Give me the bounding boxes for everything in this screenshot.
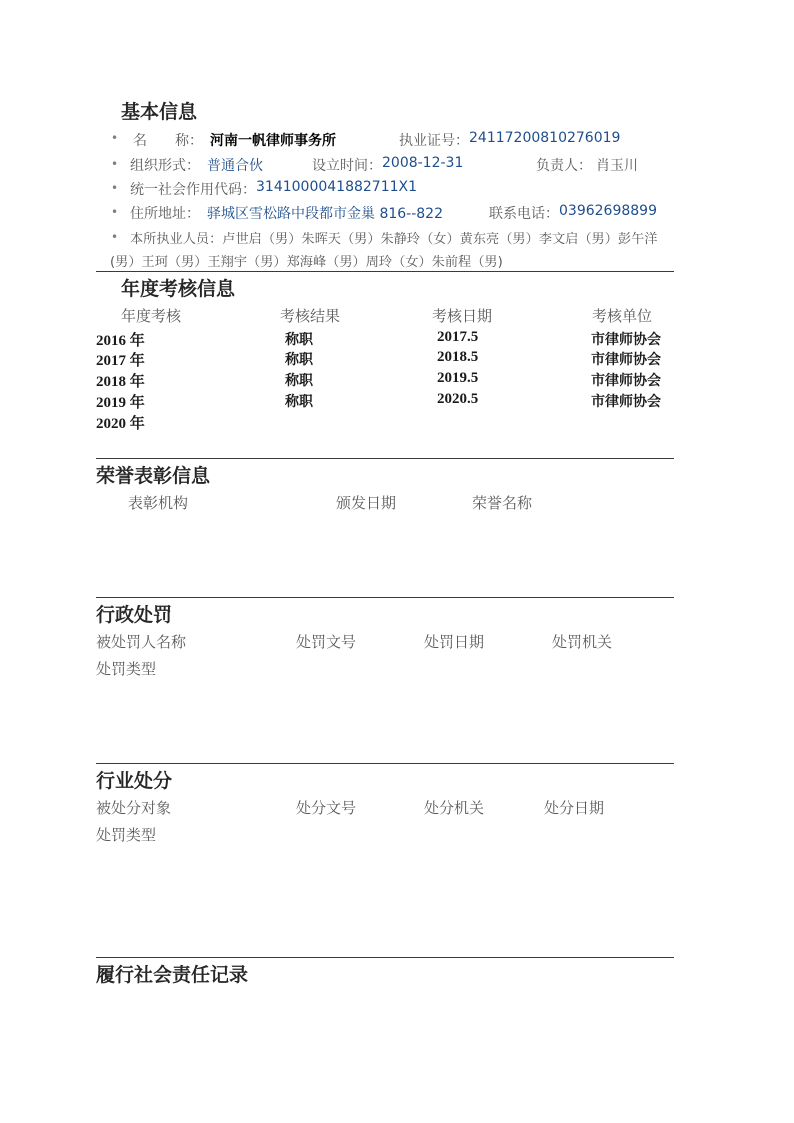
basic-info-heading: 基本信息 xyxy=(121,101,198,123)
annual-row-year: 2018 年 xyxy=(96,374,145,390)
honor-heading: 荣誉表彰信息 xyxy=(96,465,211,487)
divider xyxy=(96,597,674,598)
social-responsibility-heading: 履行社会责任记录 xyxy=(96,964,249,986)
bullet: • xyxy=(111,157,119,171)
industry-header-docno: 处分文号 xyxy=(296,799,357,817)
annual-row-date: 2020.5 xyxy=(437,391,479,407)
annual-row-result: 称职 xyxy=(285,332,313,348)
annual-header-year: 年度考核 xyxy=(121,307,182,325)
annual-row-unit: 市律师协会 xyxy=(591,352,661,368)
annual-row-unit: 市律师协会 xyxy=(591,394,661,410)
established-label: 设立时间： xyxy=(312,158,382,174)
honor-header-date: 颁发日期 xyxy=(336,494,397,512)
annual-row-result: 称职 xyxy=(285,394,313,410)
bullet: • xyxy=(111,131,119,145)
phone-label: 联系电话： xyxy=(489,206,559,222)
annual-row-result: 称职 xyxy=(285,352,313,368)
head-value: 肖玉川 xyxy=(596,158,638,174)
address-row-bullet xyxy=(111,204,118,220)
industry-penalty-heading: 行业处分 xyxy=(96,770,173,792)
admin-header-authority: 处罚机关 xyxy=(552,633,613,651)
org-row-bullet xyxy=(111,156,118,172)
annual-row-unit: 市律师协会 xyxy=(591,332,661,348)
head-label: 负责人： xyxy=(536,158,592,174)
credit-code-value: 3141000041882711X1 xyxy=(256,179,418,195)
annual-header-date: 考核日期 xyxy=(432,307,493,325)
bullet: • xyxy=(111,181,119,195)
annual-row-year: 2016 年 xyxy=(96,333,145,349)
staff-list-line2: (男）王珂（男）王翔宇（男）郑海峰（男）周玲（女）朱前程（男) xyxy=(110,255,503,270)
industry-header-date: 处分日期 xyxy=(544,799,605,817)
annual-row-unit: 市律师协会 xyxy=(591,373,661,389)
annual-review-heading: 年度考核信息 xyxy=(121,278,236,300)
divider xyxy=(96,957,674,958)
annual-row-result: 称职 xyxy=(285,373,313,389)
annual-header-unit: 考核单位 xyxy=(592,307,653,325)
firm-name-label: 名 称： xyxy=(133,133,203,149)
staff-list-line1: 本所执业人员：卢世启（男）朱晖天（男）朱静玲（女）黄东亮（男）李文启（男）彭午洋 xyxy=(130,232,658,247)
firm-name-value: 河南一帆律师事务所 xyxy=(210,133,336,149)
annual-row-date: 2017.5 xyxy=(437,329,479,345)
staff-row-bullet xyxy=(111,229,118,245)
annual-row-year: 2019 年 xyxy=(96,395,145,411)
divider xyxy=(96,763,674,764)
credit-row-bullet xyxy=(111,180,118,196)
annual-header-result: 考核结果 xyxy=(280,307,341,325)
phone-value: 03962698899 xyxy=(559,203,657,219)
license-label: 执业证号： xyxy=(399,133,469,149)
honor-header-name: 荣誉名称 xyxy=(472,494,533,512)
bullet: • xyxy=(111,230,119,244)
annual-row-date: 2019.5 xyxy=(437,370,479,386)
industry-header-authority: 处分机关 xyxy=(424,799,485,817)
admin-header-type: 处罚类型 xyxy=(96,660,157,678)
org-form-label: 组织形式： xyxy=(130,158,200,174)
bullet: • xyxy=(111,205,119,219)
annual-row-date: 2018.5 xyxy=(437,349,479,365)
established-value: 2008-12-31 xyxy=(382,155,464,171)
divider xyxy=(96,458,674,459)
annual-row-year: 2020 年 xyxy=(96,416,145,432)
annual-row-year: 2017 年 xyxy=(96,353,145,369)
admin-penalty-heading: 行政处罚 xyxy=(96,604,173,626)
admin-header-docno: 处罚文号 xyxy=(296,633,357,651)
name-row xyxy=(111,130,118,146)
credit-code-label: 统一社会作用代码： xyxy=(130,182,256,198)
honor-header-org: 表彰机构 xyxy=(128,494,189,512)
admin-header-date: 处罚日期 xyxy=(424,633,485,651)
org-form-value: 普通合伙 xyxy=(207,158,263,174)
license-value: 24117200810276019 xyxy=(469,130,621,146)
admin-header-party: 被处罚人名称 xyxy=(96,633,187,651)
industry-header-type: 处罚类型 xyxy=(96,826,157,844)
industry-header-target: 被处分对象 xyxy=(96,799,172,817)
divider xyxy=(96,271,674,272)
address-value: 驿城区雪松路中段都市金巢 816--822 xyxy=(207,206,443,222)
address-label: 住所地址： xyxy=(130,206,200,222)
